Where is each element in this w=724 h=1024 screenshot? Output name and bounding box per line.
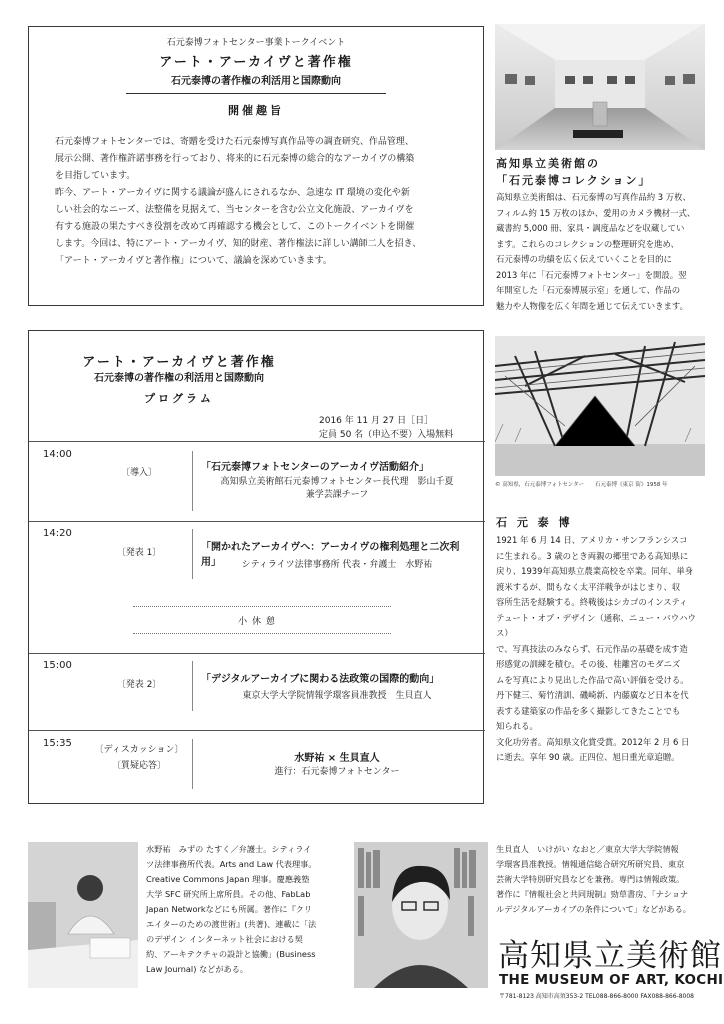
event-overview-box <box>28 26 484 306</box>
ikegai-profile: 生貝直人 いけがい なおと／東京大学大学院情報 学環客員准教授。情報通信総合研究所研究員、東京 芸術大学特別研究員などを兼務。専門は情報政策。 著作に『情報社会と共同規制』勁草書房、「ナショナ ルデジタルアーカイブの条件について」などがある。 <box>496 844 691 914</box>
session-time: 14:00 <box>43 449 72 460</box>
session-speaker: 東京大学大学院情報学環客員准教授 生貝直人 <box>242 691 432 701</box>
ikegai-portrait <box>354 842 488 988</box>
purpose-heading: 開催趣旨 <box>228 104 284 117</box>
program-box <box>28 330 484 804</box>
session-title: 「デジタルアーカイブに関わる法政策の国際的動向」 <box>201 674 440 685</box>
event-subtitle: 石元泰博の著作権の利活用と国際動向 <box>171 76 341 87</box>
break-label: 小 休 憩 <box>238 617 276 627</box>
event-lead: 石元泰博フォトセンター事業トークイベント <box>166 38 346 48</box>
museum-name-en: THE MUSEUM OF ART, KOCHI <box>499 972 724 988</box>
program-heading: プログラム <box>144 392 214 405</box>
mizuno-portrait <box>28 842 138 988</box>
divider <box>192 529 193 579</box>
bio-heading: 石 元 泰 博 <box>496 516 573 529</box>
program-capacity: 定員 50 名（申込不要）入場無料 <box>319 430 454 440</box>
program-subtitle: 石元泰博の著作権の利活用と国際動向 <box>94 373 264 384</box>
tower-photo <box>495 336 705 476</box>
collection-heading: 高知県立美術館の 「石元泰博コレクション」 <box>496 157 652 187</box>
divider <box>29 730 485 731</box>
museum-address: 〒781-8123 高知市高須353-2 TEL088-866-8000 FAX088-866-8008 <box>499 993 694 1000</box>
divider <box>192 451 193 511</box>
museum-name-jp: 高知県立美術館 <box>498 938 722 974</box>
session-label: 〔発表 1〕 <box>116 548 162 558</box>
session-label: 〔ディスカッション〕 〔質疑応答〕 <box>94 745 184 771</box>
divider <box>29 441 485 442</box>
gallery-photo <box>495 24 705 150</box>
session-title: 水野祐 × 生貝直人 <box>294 753 380 764</box>
photo-caption: © 高知県，石元泰博フォトセンター 石元泰博《東京 街》1958 年 <box>495 482 668 488</box>
divider <box>192 661 193 711</box>
session-time: 15:00 <box>43 660 72 671</box>
event-title: アート・アーカイヴと著作権 <box>159 55 353 70</box>
session-time: 15:35 <box>43 738 72 749</box>
session-title: 「開かれたアーカイヴへ：アーカイヴの権利処理と二次利用」 <box>201 542 460 568</box>
session-speaker: 進行：石元泰博フォトセンター <box>274 767 400 777</box>
divider <box>192 739 193 789</box>
divider <box>133 633 391 634</box>
session-time: 14:20 <box>43 528 72 539</box>
session-title: 「石元泰博フォトセンターのアーカイヴ活動紹介」 <box>201 462 429 473</box>
collection-text: 高知県立美術館は、石元泰博の写真作品約 3 万枚、 フィルム約 15 万枚のほか、愛用のカメラ機材一式、 蔵書約 5,000 冊、家具・調度品などを収蔵してい ます。これらのコレクションの整理研究を進め、 石元泰博の功績を広く伝えていくことを目的に 2013 年に「石元泰博フォトセンター」を開設。翌 年開室した「石元泰博展示室」を通して、作品の 魅力や人物像を広く年間を通じて伝えていきます。 <box>496 192 696 311</box>
bio-text: 1921 年 6 月 14 日、アメリカ・サンフランシスコ に生まれる。3 歳のとき両親の郷里である高知県に 戻り、1939年高知県立農業高校を卒業。同年、単身 渡米するが、間もなく太平洋戦争がはじまり、収 容所生活を経験する。終戦後はシカゴのインスティ テュート・オブ・デザイン（通称、ニュー・バウハウス） で、写真技法のみならず、石元作品の基礎を成す造 形感覚の訓練を積む。その後、桂離宮のモダニズ ムを写真により見出した作品で高い評価を受ける。 丹下健三、菊竹清訓、磯崎新、内藤廣など日本を代 表する建築家の作品を多く撮影してきたことでも 知られる。 文化功労者。高知県文化賞受賞。2012年 2 月 6 日 に逝去。享年 90 歳。正四位、旭日重光章追贈。 <box>496 535 696 762</box>
session-speaker: 高知県立美術館石元泰博フォトセンター長代理 影山千夏 兼学芸課チーフ <box>220 477 454 500</box>
program-date: 2016 年 11 月 27 日［日］ <box>319 416 434 426</box>
session-label: 〔発表 2〕 <box>116 680 162 690</box>
session-label: 〔導入〕 <box>120 468 157 478</box>
program-title: アート・アーカイヴと著作権 <box>82 355 276 370</box>
divider <box>29 653 485 654</box>
purpose-text: 石元泰博フォトセンターでは、寄贈を受けた石元泰博写真作品等の調査研究、作品管理、 展示公開、著作権許諾事務を行っており、将来的に石元泰博の総合的なアーカイヴの構築 を目指しています。 昨今、アート・アーカイヴに関する議論が盛んにされるなか、急速な IT 環境の変化や新 しい社会的なニーズ、法整備を見据えて、当センターを含む公立文化施設、アーカイヴを 有する施設の果たすべき役割を改めて再確認する機会として、このトークイベントを開催 します。今回は、特にアート・アーカイヴ、知的財産、著作権法に詳しい講師二人を招き、 「アート・アーカイヴと著作権」について、議論を深めていきます。 <box>55 137 422 266</box>
mizuno-profile: 水野祐 みずの たすく／弁護士。シティライ ツ法律事務所代表。Arts and Law 代表理事。 Creative Commons Japan 理事。慶應義塾 大学 SFC 研究所上席所員。その他、FabLab Japan Networkなどにも所属。著作に『クリ エイターのための渡世術』(共著)、連載に「法 のデザイン インターネット社会における契 約、アーキテクチャの設計と協働」(Business Law Journal) などがある。 <box>146 844 317 974</box>
session-speaker: シティライツ法律事務所 代表・弁護士 水野祐 <box>241 560 433 570</box>
divider <box>29 521 485 522</box>
divider <box>133 606 391 607</box>
title-rule <box>126 93 386 94</box>
